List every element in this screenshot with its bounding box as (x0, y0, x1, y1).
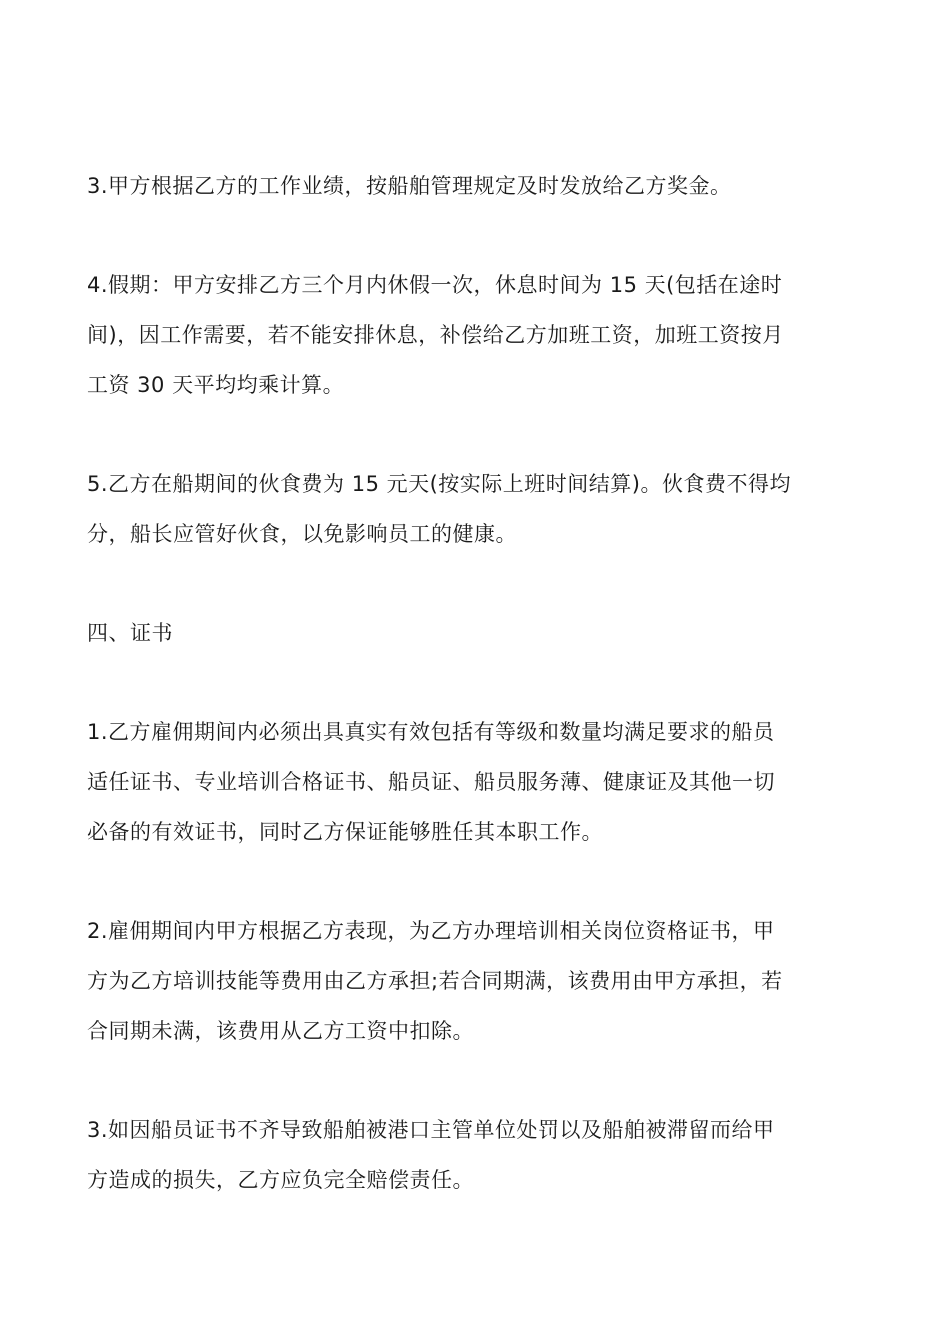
text-line: 3.甲方根据乙方的工作业绩，按船舶管理规定及时发放给乙方奖金。 (87, 174, 732, 198)
paragraph-bonus (87, 161, 867, 211)
text-line: 3.如因船员证书不齐导致船舶被港口主管单位处罚以及船舶被滞留而给甲 (87, 1118, 775, 1142)
text-line: 间)，因工作需要，若不能安排休息，补偿给乙方加班工资，加班工资按月 (87, 323, 784, 347)
text-line: 1.乙方雇佣期间内必须出具真实有效包括有等级和数量均满足要求的船员 (87, 720, 775, 744)
text-line: 2.雇佣期间内甲方根据乙方表现，为乙方办理培训相关岗位资格证书，甲 (87, 919, 775, 943)
text-line: 5.乙方在船期间的伙食费为 15 元天(按实际上班时间结算)。伙食费不得均 (87, 472, 791, 496)
text-line: 工资 30 天平均均乘计算。 (87, 373, 345, 397)
paragraph-penalty (87, 1105, 867, 1205)
paragraph-meals (87, 459, 867, 559)
text-line: 方为乙方培训技能等费用由乙方承担;若合同期满，该费用由甲方承担，若 (87, 969, 783, 993)
paragraph-training (87, 906, 867, 1056)
text-line: 四、证书 (87, 621, 173, 645)
text-line: 适任证书、专业培训合格证书、船员证、船员服务薄、健康证及其他一切 (87, 770, 775, 794)
section-heading-certificates (87, 608, 867, 658)
text-line: 必备的有效证书，同时乙方保证能够胜任其本职工作。 (87, 820, 603, 844)
text-line: 分，船长应管好伙食，以免影响员工的健康。 (87, 522, 517, 546)
text-line: 合同期未满，该费用从乙方工资中扣除。 (87, 1019, 474, 1043)
paragraph-certificates (87, 707, 867, 857)
text-line: 4.假期：甲方安排乙方三个月内休假一次，休息时间为 15 天(包括在途时 (87, 273, 783, 297)
text-line: 方造成的损失，乙方应负完全赔偿责任。 (87, 1168, 474, 1192)
paragraph-leave (87, 260, 867, 410)
